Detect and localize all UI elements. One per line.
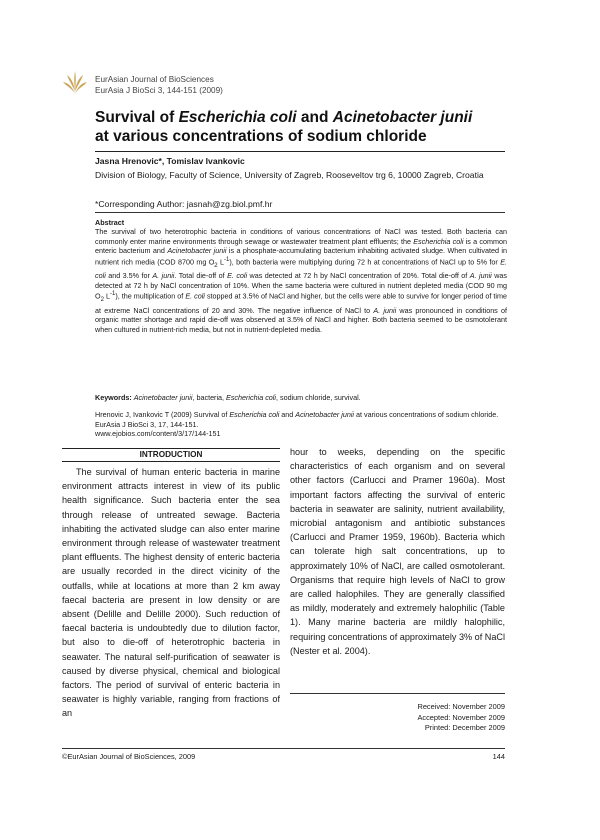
received-date: Received: November 2009 [417,702,505,711]
affiliation: Division of Biology, Faculty of Science, University of Zagreb, Rooseveltov trg 6, 10000 Zagreb, Croatia [95,170,484,180]
citation-block: Hrenovic J, Ivankovic T (2009) Survival of Escherichia coli and Acinetobacter junii at various concentrations of sodium chloride. EurAsia J BioSci 3, 17, 144-151. www.ejobios.com/content/3/17/144-151 [95,410,499,439]
intro-right-column [290,445,505,658]
footer-divider [62,748,505,749]
accepted-date: Accepted: November 2009 [417,712,505,722]
abstract-heading: Abstract [95,218,125,227]
printed-date: Printed: December 2009 [424,723,505,732]
intro-left-column [62,465,280,721]
section-heading-introduction: INTRODUCTION [139,450,203,459]
article-dates [290,702,505,734]
authors: Jasna Hrenovic*, Tomislav Ivankovic [95,156,245,166]
intro-paragraph-continued: hour to weeks, depending on the specific characteristics of each organism and on several other factors (Carlucci and Pramer 1960a). Most important factors affecting the survival of enteric bacteria in seawater are salinity, nutrient availability, microbial antagonism and antibiotic substances (Carlucci and Pramer 1959, 1960b). Bacteria which can tolerate high salt concentrations, up to approximately 10% of NaCl, are called osmotolerant. Organisms that require high levels of NaCl to grow are called halophiles. They are generally classified as mildly, moderately and extremely halophilic (Table 1). Many marine bacteria are mildly halophilic, requiring concentrations of approximately 3% of NaCl (Nester et al. 2004). [290,447,505,656]
dates-divider [290,693,505,694]
journal-name: EurAsian Journal of BioSciences [95,75,214,84]
keywords: Keywords: Acinetobacter junii, bacteria, Escherichia coli, sodium chloride, survival. [95,393,361,402]
footer-copyright: ©EurAsian Journal of BioSciences, 2009 [62,752,196,761]
paper-title: Survival of Escherichia coli and Acinetobacter junii at various concentrations of sodium chloride [95,109,473,145]
journal-header [95,74,223,96]
page-number: 144 [492,752,505,761]
journal-citation-line: EurAsia J BioSci 3, 144-151 (2009) [95,86,223,95]
journal-logo-icon [62,70,88,96]
author-divider [95,212,505,213]
abstract-text: The survival of two heterotrophic bacteria in conditions of various concentrations of NaCl was tested. Both bacteria can commonly enter marine environments through sewage or wastewater treatment plant effluents; the Escherichia coli is a common enteric bacterium and Acinetobacter junii is a phosphate-accumulating bacterium inhabiting activated sludge. When cultivated in nutrient rich media (COD 8700 mg $O_2$ $L^{-1}$), both bacteria were multiplying during 72 h at concentrations of NaCl up to 5% for E. coli and 3.5% for A. junii. Total die-off of E. coli was detected at 72 h by NaCl concentration of 20%. Total die-off of A. junii was detected at 72 h by NaCl concentration of 10%. When the same bacteria were cultured in nutrient depleted media (COD 90 mg $O_2$ $L^{-1}$), the multiplication of E. coli stopped at 3.5% of NaCl and higher, but the cells were able to survive for longer period of time at extreme NaCl concentrations of 20 and 30%. The negative influence of NaCl to A. junii was pronounced in conditions of organic matter shortage and rapid die-off was observed at 3.5% of NaCl and higher. Both bacteria seemed to be osmotolerant when cultured in nutrient-rich media, but not in nutrient-depleted media. [95,227,507,334]
corresponding-author: *Corresponding Author: jasnah@zg.biol.pmf.hr [95,199,273,209]
intro-paragraph: The survival of human enteric bacteria in marine environment attracts interest in view of its public health significance. Such bacteria enter the sea through release of untreated sewage. Bacteria inhabiting the activated sludge can also enter marine environment through release of wastewater treatment plant effluents. The highest density of enteric bacteria are usually recorded in the direct vicinity of the outfalls, while at locations at more than 2 km away faecal bacteria are present in low density or are absent (Delille and Delille 2000). Such reduction of faecal bacteria is undoubtedly due to dilution factor, but also to die-off of heterotrophic bacteria in seawater. The natural self-purification of seawater is caused by diverse physical, chemical and biological factors. The period of survival of enteric bacteria in seawater is highly variable, ranging from fractions of an [62,467,280,719]
article-url[interactable]: www.ejobios.com/content/3/17/144-151 [95,429,221,439]
title-divider [95,151,505,152]
